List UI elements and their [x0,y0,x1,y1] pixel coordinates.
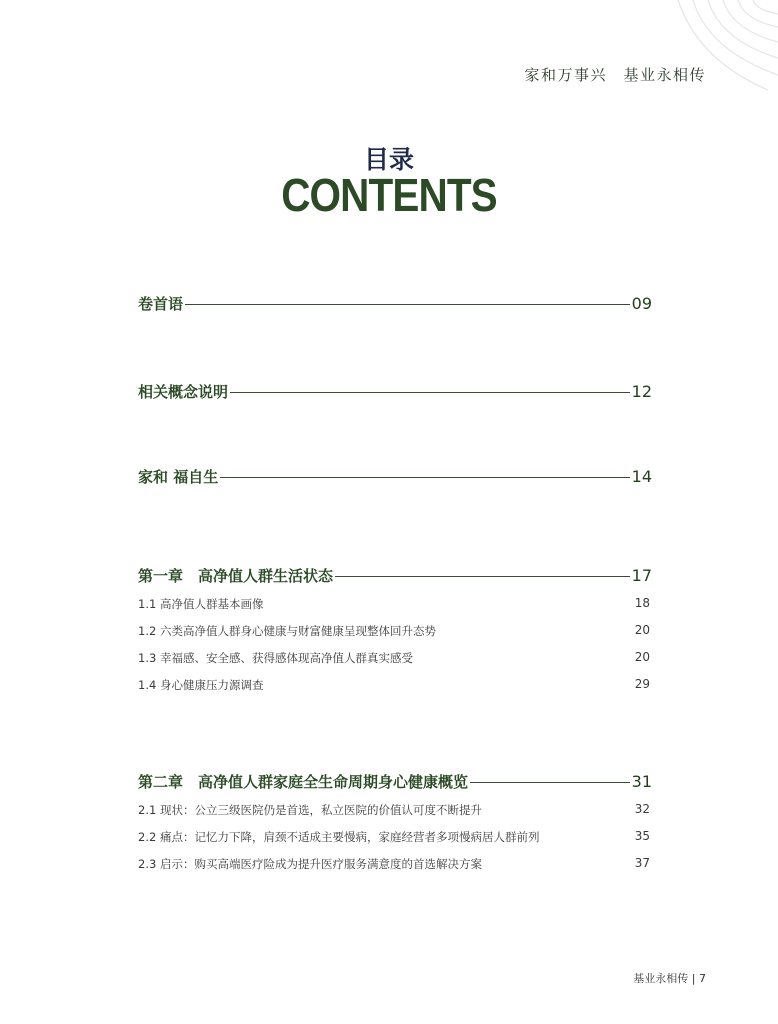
toc-chapter-page: 31 [631,772,652,791]
toc-entry-page: 09 [631,294,652,313]
toc-entry-page: 14 [631,467,652,486]
toc-section-title: 2.3 启示：购买高端医疗险成为提升医疗服务满意度的首选解决方案 [138,857,482,871]
toc-section-title: 1.2 六类高净值人群身心健康与财富健康呈现整体回升态势 [138,624,436,638]
toc-section-page: 35 [634,829,650,843]
toc-leader-line [335,576,630,577]
toc-section[interactable] [138,856,650,872]
toc-section-title: 2.1 现状：公立三级医院仍是首选，私立医院的价值认可度不断提升 [138,803,482,817]
toc-leader-line [230,392,630,393]
toc-entry-title: 相关概念说明 [138,383,229,401]
toc-section-page: 18 [634,596,650,610]
toc-section[interactable] [138,650,650,666]
toc-entry[interactable] [138,293,652,314]
toc-section-page: 20 [634,650,650,664]
toc-leader-line [470,782,630,783]
toc-entry-title: 卷首语 [138,295,184,313]
toc-entry[interactable] [138,381,652,402]
toc-chapter-title: 第二章 高净值人群家庭全生命周期身心健康概览 [138,773,469,791]
toc-chapter-title: 第一章 高净值人群生活状态 [138,567,334,585]
toc-entry-title: 家和 福自生 [138,468,219,486]
toc-section-page: 29 [634,677,650,691]
page-title-chinese: 目录 [363,145,414,174]
toc-section-title: 1.4 身心健康压力源调查 [138,678,264,692]
toc-section[interactable] [138,802,650,818]
toc-chapter[interactable] [138,771,652,792]
toc-leader-line [185,304,630,305]
toc-section[interactable] [138,677,650,693]
toc-section[interactable] [138,829,650,845]
page-title-english: CONTENTS [281,169,497,221]
toc-section-title: 1.3 幸福感、安全感、获得感体现高净值人群真实感受 [138,651,413,665]
toc-chapter[interactable] [138,565,652,586]
toc-section-page: 37 [634,856,650,870]
toc-section-page: 32 [634,802,650,816]
toc-entry[interactable] [138,466,652,487]
toc-chapter-page: 17 [631,566,652,585]
toc-section-title: 2.2 痛点：记忆力下降，肩颈不适成主要慢病，家庭经营者多项慢病居人群前列 [138,830,540,844]
toc-section-title: 1.1 高净值人群基本画像 [138,597,264,611]
page-footer: 基业永相传 | 7 [633,972,706,985]
toc-section-page: 20 [634,623,650,637]
toc-leader-line [220,477,629,478]
toc-section[interactable] [138,623,650,639]
toc-entry-page: 12 [631,382,652,401]
header-slogan: 家和万事兴 基业永相传 [524,66,706,84]
toc-section[interactable] [138,596,650,612]
